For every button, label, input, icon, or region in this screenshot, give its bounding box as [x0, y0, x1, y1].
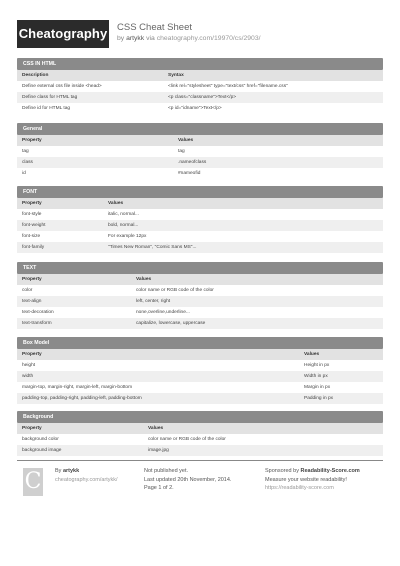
table-row [17, 209, 383, 220]
footer-author [55, 467, 118, 484]
section-table [17, 70, 383, 114]
table-cell: font-size [22, 234, 41, 239]
section-table [17, 135, 383, 179]
table-cell: capitalize, lowercase, uppercase [131, 318, 383, 329]
table-row [17, 296, 383, 307]
by-label: by [117, 35, 125, 42]
table-cell: color name or RGB code of the color [136, 288, 214, 293]
table-cell: font-style [22, 212, 42, 217]
table-cell: margin-top, margin-right, margin-left, margin-bottom [22, 385, 133, 390]
table-cell: Margin in px [304, 385, 331, 390]
table-row [17, 285, 383, 296]
author-link[interactable]: artykk [126, 35, 145, 42]
section-title: Box Model [17, 337, 383, 349]
sponsor-tagline: Measure your website readability! [265, 476, 347, 483]
table-cell: For example 12px [108, 234, 147, 239]
table-cell: Define id for HTML tag [22, 106, 71, 111]
section-css-in-html [17, 58, 383, 114]
section-title: CSS IN HTML [17, 58, 383, 70]
table-row [17, 242, 383, 253]
table-cell: text-decoration [22, 310, 54, 315]
table-cell: id [22, 171, 26, 176]
sponsor-link[interactable]: Readability-Score.com [300, 468, 360, 474]
column-header: Property [17, 198, 103, 209]
section-font [17, 186, 383, 253]
table-cell: class [17, 157, 173, 168]
footer-by-label: By [55, 468, 62, 474]
column-header: Property [17, 423, 143, 434]
via-label: via [146, 35, 155, 42]
table-row [17, 168, 383, 179]
table-cell: Define class for HTML tag [17, 92, 163, 103]
table-cell: Width in px [299, 371, 383, 382]
section-table [17, 349, 383, 404]
table-cell: "Times New Roman", "Comic Sans MS"... [103, 242, 383, 253]
column-header: Values [103, 198, 383, 209]
table-row [17, 307, 383, 318]
table-cell: color [22, 288, 33, 293]
column-header: Syntax [163, 70, 383, 81]
footer-sponsor [265, 467, 360, 493]
table-row [17, 434, 383, 445]
footer [17, 463, 383, 503]
column-header: Property [17, 135, 173, 146]
table-cell: <p class="classname">Text</p> [163, 92, 383, 103]
table-row [17, 371, 383, 382]
section-box-model [17, 337, 383, 404]
footer-divider [17, 460, 383, 461]
table-row [17, 81, 383, 92]
table-cell: width [17, 371, 299, 382]
section-general [17, 123, 383, 179]
table-cell: padding-top, padding-right, padding-left, padding-bottom [17, 393, 299, 404]
table-row [17, 231, 383, 242]
section-title: Background [17, 411, 383, 423]
table-cell: font-family [17, 242, 103, 253]
table-row [17, 220, 383, 231]
table-cell: none,overline,underline... [136, 310, 190, 315]
page-number: Page 1 of 2. [144, 485, 174, 491]
table-row [17, 318, 383, 329]
table-cell: bold, normal... [103, 220, 383, 231]
table-cell: <p id="idname">Text</p> [168, 106, 222, 111]
column-header: Values [173, 135, 383, 146]
footer-author-link[interactable]: artykk [62, 468, 80, 474]
byline [117, 35, 261, 42]
section-title: FONT [17, 186, 383, 198]
section-table [17, 274, 383, 329]
table-row [17, 445, 383, 456]
table-cell: italic, normal... [108, 212, 139, 217]
author-avatar[interactable]: C [24, 469, 42, 494]
column-header: Description [17, 70, 163, 81]
column-header: Property [17, 274, 131, 285]
table-cell: height [22, 363, 36, 368]
table-cell: color name or RGB code of the color [148, 437, 226, 442]
sheet-url-link[interactable]: cheatography.com/19970/cs/2903/ [156, 35, 261, 42]
table-row [17, 103, 383, 114]
section-table [17, 423, 383, 456]
table-cell: Padding in px [299, 393, 383, 404]
table-row [17, 393, 383, 404]
section-title: General [17, 123, 383, 135]
table-row [17, 360, 383, 371]
page-title: CSS Cheat Sheet [117, 22, 192, 33]
table-row [17, 146, 383, 157]
footer-author-url[interactable]: cheatography.com/artykk/ [55, 476, 118, 483]
table-cell: tag [22, 149, 29, 154]
column-header: Values [143, 423, 383, 434]
table-cell: Height in px [304, 363, 330, 368]
column-header: Values [131, 274, 383, 285]
table-cell: text-transform [17, 318, 131, 329]
footer-meta [144, 467, 231, 493]
section-title: TEXT [17, 262, 383, 274]
table-cell: background image [17, 445, 143, 456]
table-cell: left, center, right [131, 296, 383, 307]
table-cell: font-weight [17, 220, 103, 231]
section-background [17, 411, 383, 456]
table-cell: Define external css file inside <head> [22, 84, 102, 89]
table-cell: text-align [17, 296, 131, 307]
cheatography-logo[interactable]: Cheatography [17, 20, 109, 48]
table-cell: <link rel="stylesheet" type="text/css" href="filename.css" [168, 84, 288, 89]
table-row [17, 382, 383, 393]
table-cell: background color [22, 437, 59, 442]
section-text [17, 262, 383, 329]
header [17, 20, 383, 48]
section-table [17, 198, 383, 253]
table-cell: #nameofid [178, 171, 201, 176]
last-updated: Last updated 20th November, 2014. [144, 476, 232, 483]
column-header: Values [299, 349, 383, 360]
table-row [17, 157, 383, 168]
column-header: Property [17, 349, 299, 360]
sponsor-url[interactable]: https://readability-score.com [265, 485, 334, 491]
table-cell: image.jpg [143, 445, 383, 456]
table-cell: tag [178, 149, 185, 154]
published-status: Not published yet. [144, 468, 189, 474]
sponsor-prefix: Sponsored by [265, 468, 299, 474]
table-row [17, 92, 383, 103]
table-cell: .nameofclass [173, 157, 383, 168]
